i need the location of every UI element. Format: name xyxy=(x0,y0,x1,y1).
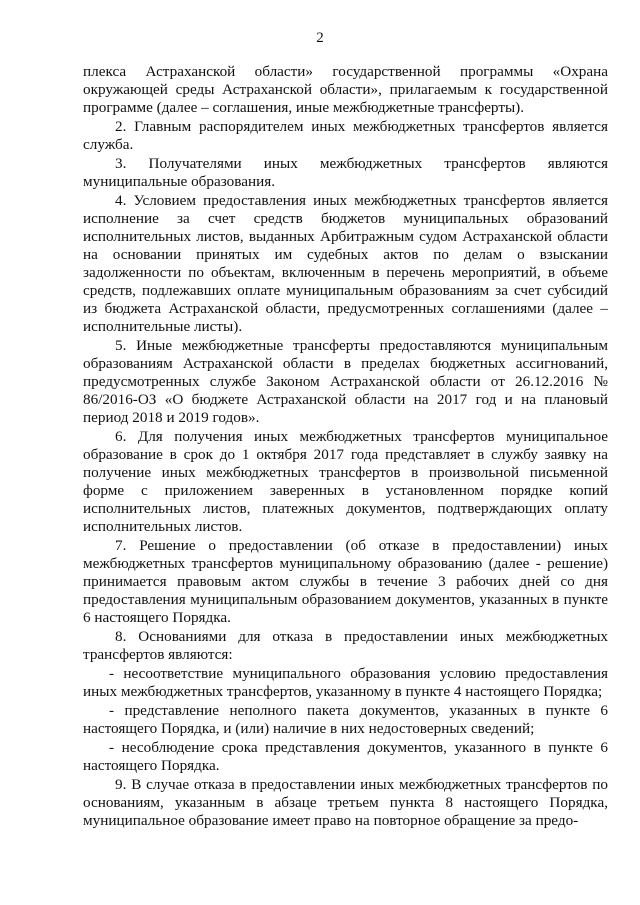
list-item-refusal-2: - представление неполного пакета документов, указанных в пункте 6 настоящего Порядка, и (или) наличие в них недостоверных сведений; xyxy=(83,702,608,737)
list-item-refusal-3: - несоблюдение срока представления документов, указанного в пункте 6 настоящего Порядка. xyxy=(83,739,608,774)
paragraph-8: 8. Основаниями для отказа в предоставлении иных межбюджетных трансфертов являются: xyxy=(83,628,608,663)
paragraph-5: 5. Иные межбюджетные трансферты предоставляются муниципальным образованиям Астраханской области в пределах бюджетных ассигнований, предусмотренных службе Законом Астраханской области от 26.12.2016 № 86/2016-ОЗ «О бюджете Астраханской области на 2017 год и на плановый период 2018 и 2019 годов». xyxy=(83,337,608,426)
paragraph-continuation: плекса Астраханской области» государственной программы «Охрана окружающей среды Астраханской области», прилагаемым к государственной программе (далее – соглашения, иные межбюджетные трансферты). xyxy=(83,63,608,116)
paragraph-3: 3. Получателями иных межбюджетных трансфертов являются муниципальные образования. xyxy=(83,155,608,190)
document-body xyxy=(83,63,608,831)
paragraph-2: 2. Главным распорядителем иных межбюджетных трансфертов является служба. xyxy=(83,118,608,153)
list-item-refusal-1: - несоответствие муниципального образования условию предоставления иных межбюджетных трансфертов, указанному в пункте 4 настоящего Порядка; xyxy=(83,665,608,700)
paragraph-6: 6. Для получения иных межбюджетных трансфертов муниципальное образование в срок до 1 октября 2017 года представляет в службу заявку на получение иных межбюджетных трансфертов в произвольной письменной форме с приложением заверенных в установленном порядке копий исполнительных листов, платежных документов, подтверждающих оплату исполнительных листов. xyxy=(83,428,608,535)
page-number: 2 xyxy=(316,30,324,46)
paragraph-4: 4. Условием предоставления иных межбюджетных трансфертов является исполнение за счет средств бюджетов муниципальных образований исполнительных листов, выданных Арбитражным судом Астраханской области на основании принятых им судебных актов по делам о взыскании задолженности по объектам, включенным в перечень мероприятий, в объеме средств, подлежавших оплате муниципальным образованиям за счет субсидий из бюджета Астраханской области, предусмотренных соглашениями (далее – исполнительные листы). xyxy=(83,192,608,335)
paragraph-7: 7. Решение о предоставлении (об отказе в предоставлении) иных межбюджетных трансфертов муниципальному образованию (далее - решение) принимается правовым актом службы в течение 3 рабочих дней со дня предоставления муниципальным образованием документов, указанных в пункте 6 настоящего Порядка. xyxy=(83,537,608,626)
paragraph-9: 9. В случае отказа в предоставлении иных межбюджетных трансфертов по основаниям, указанным в абзаце третьем пункта 8 настоящего Порядка, муниципальное образование имеет право на повторное обращение за предо- xyxy=(83,776,608,829)
